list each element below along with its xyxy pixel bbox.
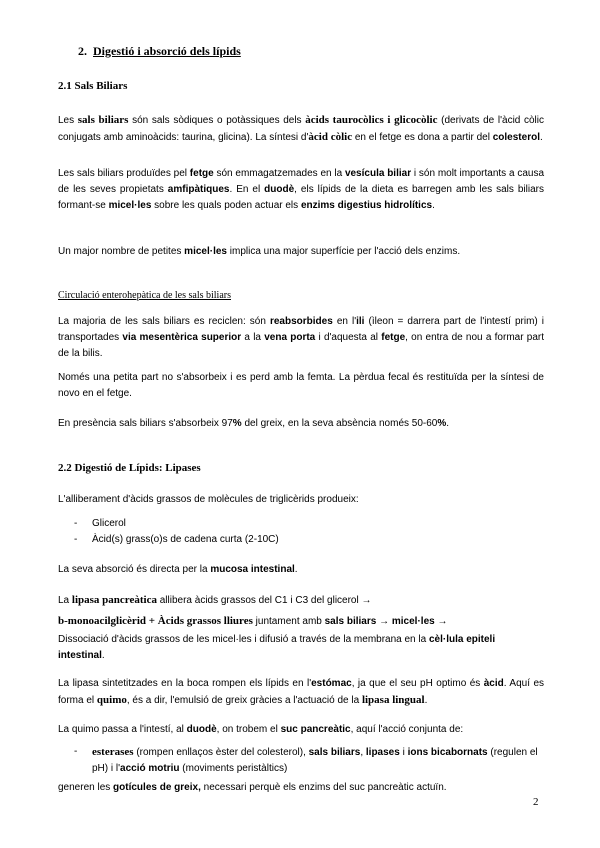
list-item: - esterases (rompen enllaços èster del colesterol), sals biliars, lipases i ions bicabornats (regulen el pH) i l'acció motriu (moviments peristàltics): [58, 744, 544, 777]
paragraph-absorcio-directa: La seva absorció és directa per la mucosa intestinal.: [58, 564, 298, 575]
paragraph-absorcio-greix: En presència sals biliars s'absorbeix 97% del greix, en la seva absència només 50-60%.: [58, 418, 450, 429]
paragraph-reabsorcio: La majoria de les sals biliars es reciclen: són reabsorbides en l'ili (ìleon = darrera part de l'intestí prim) i transportades via mesentèrica superior a la vena porta i d'aquesta al fetge, on entra de nou a formar part de la bilis.: [58, 316, 545, 359]
section-title: Digestió i absorció dels lípids: [93, 44, 241, 58]
paragraph-sals-biliars-definition: Les sals biliars són sals sòdiques o potàssiques dels àcids taurocòlics i glicocòlic (derivats de l'àcid còlic conjugats amb aminoàcids: taurina, glicina). La síntesi d'àcid còlic en el fetge es dona a partir del colesterol.: [58, 114, 545, 143]
list-accio-conjunta: [58, 744, 544, 777]
subsection-title-lipases: 2.2 Digestió de Lípids: Lipases: [58, 462, 201, 474]
page-number: 2: [533, 796, 539, 808]
section-heading: [78, 44, 241, 59]
paragraph-sals-biliars-fetge: Les sals biliars produïdes pel fetge són emmagatzemades en la vesícula biliar i són molt importants a causa de les seves propietats amfipàtiques. En el duodè, els lípids de la dieta es barregen amb les sals biliars formant-se micel·les sobre les quals poden actuar els enzims digestius hidrolítics.: [58, 168, 545, 211]
paragraph-lipasa-pancreatica: La lipasa pancreàtica allibera àcids grassos del C1 i C3 del glicerol → b-monoacilglicèrid + Àcids grassos lliures juntament amb sals biliars → micel·les →: [58, 594, 448, 627]
paragraph-quimo-duode: La quimo passa a l'intestí, al duodè, on trobem el suc pancreàtic, aquí l'acció conjunta de:: [58, 724, 464, 735]
paragraph-micelles: Un major nombre de petites micel·les implica una major superfície per l'acció dels enzims.: [58, 246, 461, 257]
subtitle-circulacio-enterohepatica: Circulació enterohepàtica de les sals biliars: [58, 290, 231, 301]
paragraph-dissociacio: Dissociació d'àcids grassos de les micel·les i difusió a través de la membrana en la cèl·lula epiteli intestinal.: [58, 634, 496, 661]
paragraph-alliberament: L'alliberament d'àcids grassos de molècules de triglicèrids produeix:: [58, 494, 359, 505]
section-number: 2.: [78, 44, 87, 58]
subsection-title-sals-biliars: 2.1 Sals Biliars: [58, 80, 128, 92]
paragraph-perdua-fecal: Només una petita part no s'absorbeix i es perd amb la femta. La pèrdua fecal és restituïda per la síntesi de novo en el fetge.: [58, 372, 544, 399]
list-item: - Glicerol: [58, 516, 279, 532]
list-products: [58, 516, 279, 548]
paragraph-lipasa-lingual: La lipasa sintetitzades en la boca rompen els lípids en l'estómac, ja que el seu pH optimo és àcid. Aquí es forma el quimo, és a dir, l'emulsió de greix gràcies a l'actuació de la lipasa lingual.: [58, 678, 545, 706]
list-item: - Àcid(s) grass(o)s de cadena curta (2-10C): [58, 532, 279, 548]
paragraph-goticules: generen les gotícules de greix, necessari perquè els enzims del suc pancreàtic actuïn.: [58, 782, 447, 793]
